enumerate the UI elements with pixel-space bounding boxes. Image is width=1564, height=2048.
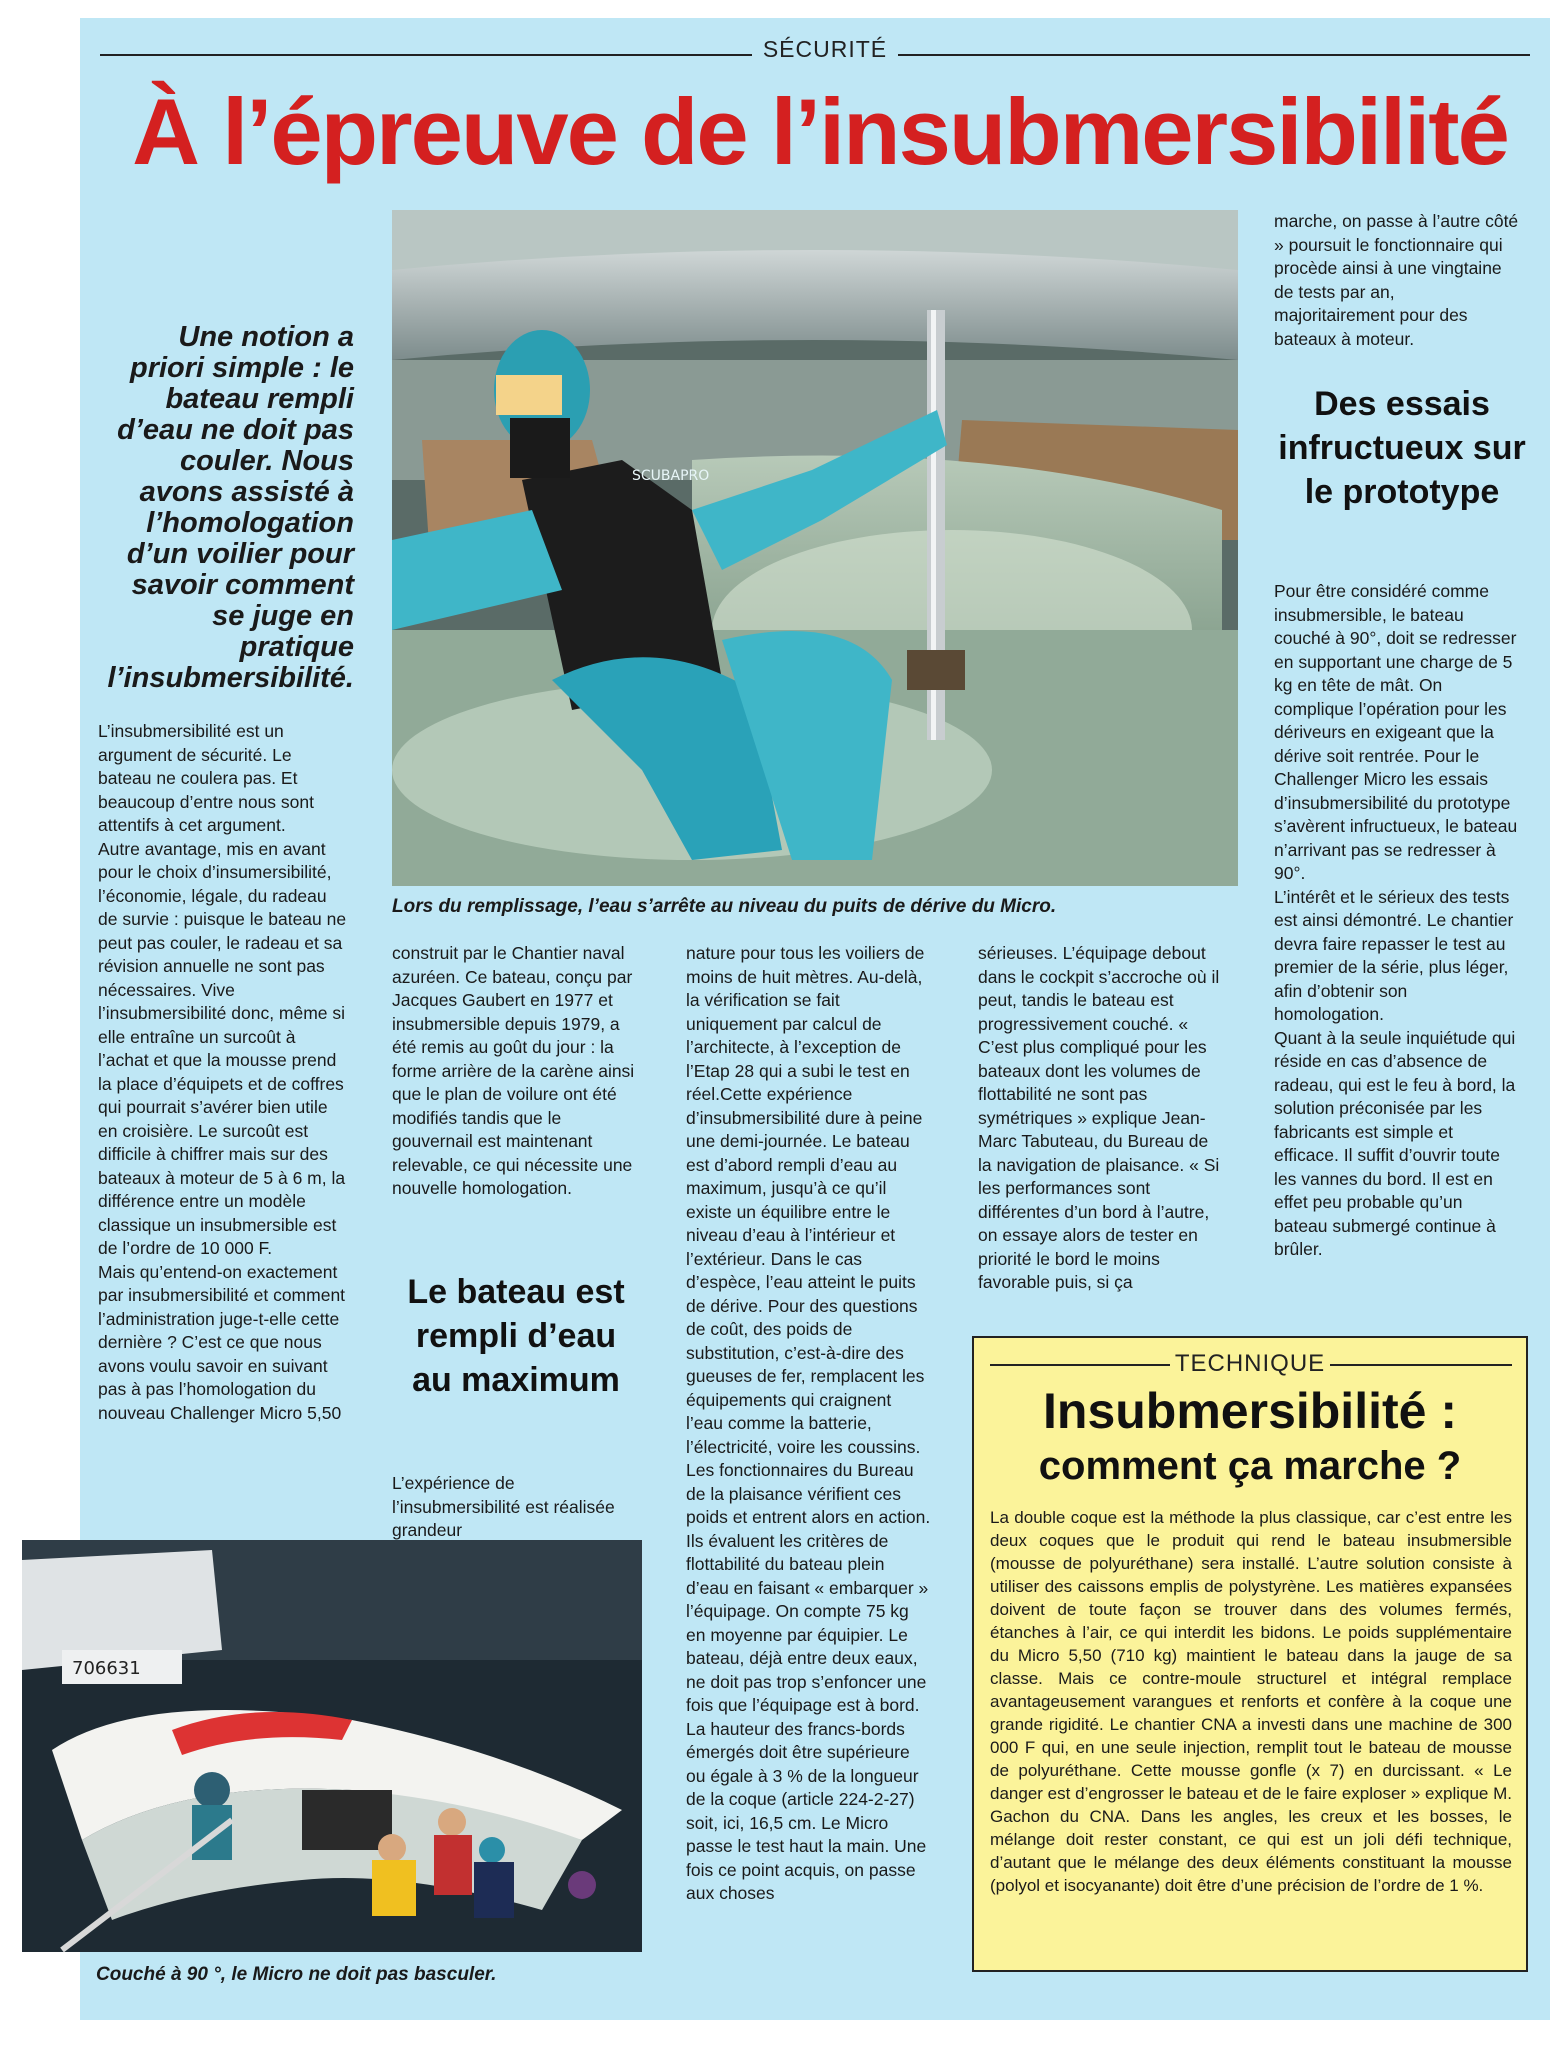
column-5-paragraph-4: Quant à la seule inquiétude qui réside en cas d’absence de radeau, qui est le feu à bord, la solution préconisée par les fabricants est simple et efficace. Il suffit d’ouvrir toute les vannes du bord. Il est en effet peu probable qu’un bateau submergé continue à brûler. [1274, 1027, 1516, 1259]
column-5-paragraph-2: Pour être considéré comme insubmersible, le bateau couché à 90°, doit se redresser en supportant une charge de 5 kg en tête de mât. On complique l’opération pour les dériveurs en exigeant que la dérive soit rentrée. Pour le Challenger Micro les essais d’insubmersibilité du prototype s’avèrent infructueux, le bateau n’arrivant pas se redresser à 90°. [1274, 581, 1518, 883]
column-5-upper [1274, 210, 1520, 360]
subhead-essais-infructueux: Des essais infructueux sur le prototype [1278, 385, 1526, 511]
boxout-rule-right [1330, 1364, 1512, 1366]
column-2-paragraph-2: L’expérience de l’insubmersibilité est réalisée grandeur [392, 1473, 615, 1540]
boxout-title-line-2: comment ça marche ? [1038, 1444, 1462, 1488]
rubric-rule-right [898, 54, 1530, 56]
rubric-rule-left [100, 54, 752, 56]
column-1 [98, 720, 348, 1520]
main-photo-caption: Lors du remplissage, l’eau s’arrête au niveau du puits de dérive du Micro. [392, 896, 1057, 917]
main-photo-graphic [392, 210, 1238, 886]
column-3 [686, 942, 932, 1988]
technique-boxout [972, 1336, 1528, 1972]
subhead-bateau-rempli: Le bateau est rempli d’eau au maximum [407, 1273, 625, 1399]
boxout-rubric: TECHNIQUE [1174, 1350, 1326, 1377]
boxout-body: La double coque est la méthode la plus classique, car c’est entre les deux coques que le produit qui rend le bateau insubmersible (mousse de polyuréthane) sera installé. L’autre solution consiste à utiliser des caissons emplis de polystyrène. Les matières expansées doivent de toute façon se trouver dans des volumes fermés, étanches à l’air, ce qui interdit les bidons. Le poids supplémentaire du Micro 5,50 (710 kg) maintient le bateau dans la jauge de sa classe. Mais ce contre-moule structurel et intégral remplace avantageusement varangues et renforts et confère à la coque une grande rigidité. Le chantier CNA a investi dans une machine de 300 000 F qui, en une seule injection, remplit tout le bateau de mousse de polyuréthane. Cette mousse gonfle (x 7) en durcissant. « Le danger est d’engrosser le bateau et de le faire exploser » explique M. Gachon du CNA. Dans les angles, les creux et les bosses, le mélange doit rester constant, ce qui est un joli défi technique, d’autant que le mélange des deux éléments constituant la mousse (polyol et isocyanante) doit être d’une précision de l’ordre de 1 %. [990, 1508, 1512, 1895]
column-2-paragraph-1: construit par le Chantier naval azuréen. Ce bateau, conçu par Jacques Gaubert en 1977 et insubmersible depuis 1979, a été remis au goût du jour : la forme arrière de la carène ainsi que le plan de voilure ont été modifiés tandis que le gouvernail est maintenant relevable, ce qui nécessite une nouvelle homologation. [392, 943, 635, 1198]
headline: À l’épreuve de l’insubmersibilité [132, 79, 1508, 184]
wetsuit-brand-text: SCUBAPRO [632, 468, 710, 484]
column-1-paragraph-1: L’insubmersibilité est un argument de sécurité. Le bateau ne coulera pas. Et beaucoup d’entre nous sont attentifs à cet argument. [98, 721, 314, 835]
second-photo-boat-heeled [22, 1540, 642, 1952]
lede-intro: Une notion a priori simple : le bateau rempli d’eau ne doit pas couler. Nous avons assisté à l’homologation d’un voilier pour savoir comment se juge en pratique l’insubmersibilité. [107, 321, 354, 694]
column-2-lower [392, 1472, 640, 1540]
column-4 [978, 942, 1224, 1322]
second-photo-caption: Couché à 90 °, le Micro ne doit pas basculer. [96, 1964, 497, 1985]
column-3-paragraph: nature pour tous les voiliers de moins de huit mètres. Au-delà, la vérification se fait uniquement par calcul de l’architecte, à l’exception de l’Etap 28 qui a subi le test en réel.Cette expérience d’insubmersibilité dure à peine une demi-journée. Le bateau est d’abord rempli d’eau au maximum, jusqu’à ce qu’il existe un équilibre entre le niveau d’eau à l’intérieur et l’extérieur. Dans le cas d’espèce, l’eau atteint le puits de dérive. Pour des questions de coût, des poids de substitution, c’est-à-dire des gueuses de fer, remplacent les équipements qui craignent l’eau comme la batterie, l’électricité, voire les coussins. Les fonctionnaires du Bureau de la plaisance vérifient ces poids et entrent alors en action. Ils évaluent les critères de flottabilité du bateau plein d’eau en faisant « embarquer » l’équipage. On compte 75 kg en moyenne par équipier. Le bateau, déjà entre deux eaux, ne doit pas trop s’enfoncer une fois que l’équipage est à bord. La hauteur des francs-bords émergés doit être supérieure ou égale à 3 % de la longueur de la coque (article 224-2-27) soit, ici, 16,5 cm. Le Micro passe le test haut la main. Une fois ce point acquis, on passe aux choses [686, 943, 931, 1903]
column-5-paragraph-1: marche, on passe à l’autre côté » poursuit le fonctionnaire qui procède ainsi à une vingtaine de tests par an, majoritairement pour des bateaux à moteur. [1274, 211, 1519, 349]
column-2-upper [392, 942, 640, 1242]
boxout-title-line-1: Insubmersibilité : [1043, 1383, 1457, 1439]
column-5-lower [1274, 580, 1520, 1320]
column-1-paragraph-3: Mais qu’entend-on exactement par insubmersibilité et comment l’administration juge-t-elle cette dernière ? C’est ce que nous avons voulu savoir en suivant pas à pas l’homologation du nouveau Challenger Micro 5,50 [98, 1261, 346, 1423]
second-photo-graphic [22, 1540, 642, 1952]
column-5-paragraph-3: L’intérêt et le sérieux des tests est ainsi démontré. Le chantier devra faire repasser le test au premier de la série, plus léger, afin d’obtenir son homologation. [1274, 886, 1514, 1024]
main-photo-diver-in-flooded-hull [392, 210, 1238, 886]
column-4-paragraph: sérieuses. L’équipage debout dans le cockpit s’accroche où il peut, tandis le bateau est progressivement couché. « C’est plus compliqué pour les bateaux dont les volumes de flottabilité ne sont pas symétriques » explique Jean-Marc Tabuteau, du Bureau de la navigation de plaisance. « Si les performances sont différentes d’un bord à l’autre, on essaye alors de tester en priorité le bord le moins favorable puis, si ça [978, 943, 1220, 1292]
rubric-label: SÉCURITÉ [762, 36, 888, 62]
column-1-paragraph-2: Autre avantage, mis en avant pour le choix d’insumersibilité, l’économie, légale, du radeau de survie : puisque le bateau ne peut pas couler, le radeau et sa révision annuelle ne sont pas nécessaires. Vive l’insubmersibilité donc, même si elle entraîne un surcoût à l’achat et que la mousse prend la place d’équipets et de coffres qui pourrait s’avérer bien utile en croisière. Le surcoût est difficile à chiffrer mais sur des bateaux à moteur de 5 à 6 m, la différence entre un modèle classique un insubmersible est de l’ordre de 10 000 F. [98, 838, 347, 1258]
hull-number-text: 706631 [72, 1658, 141, 1679]
